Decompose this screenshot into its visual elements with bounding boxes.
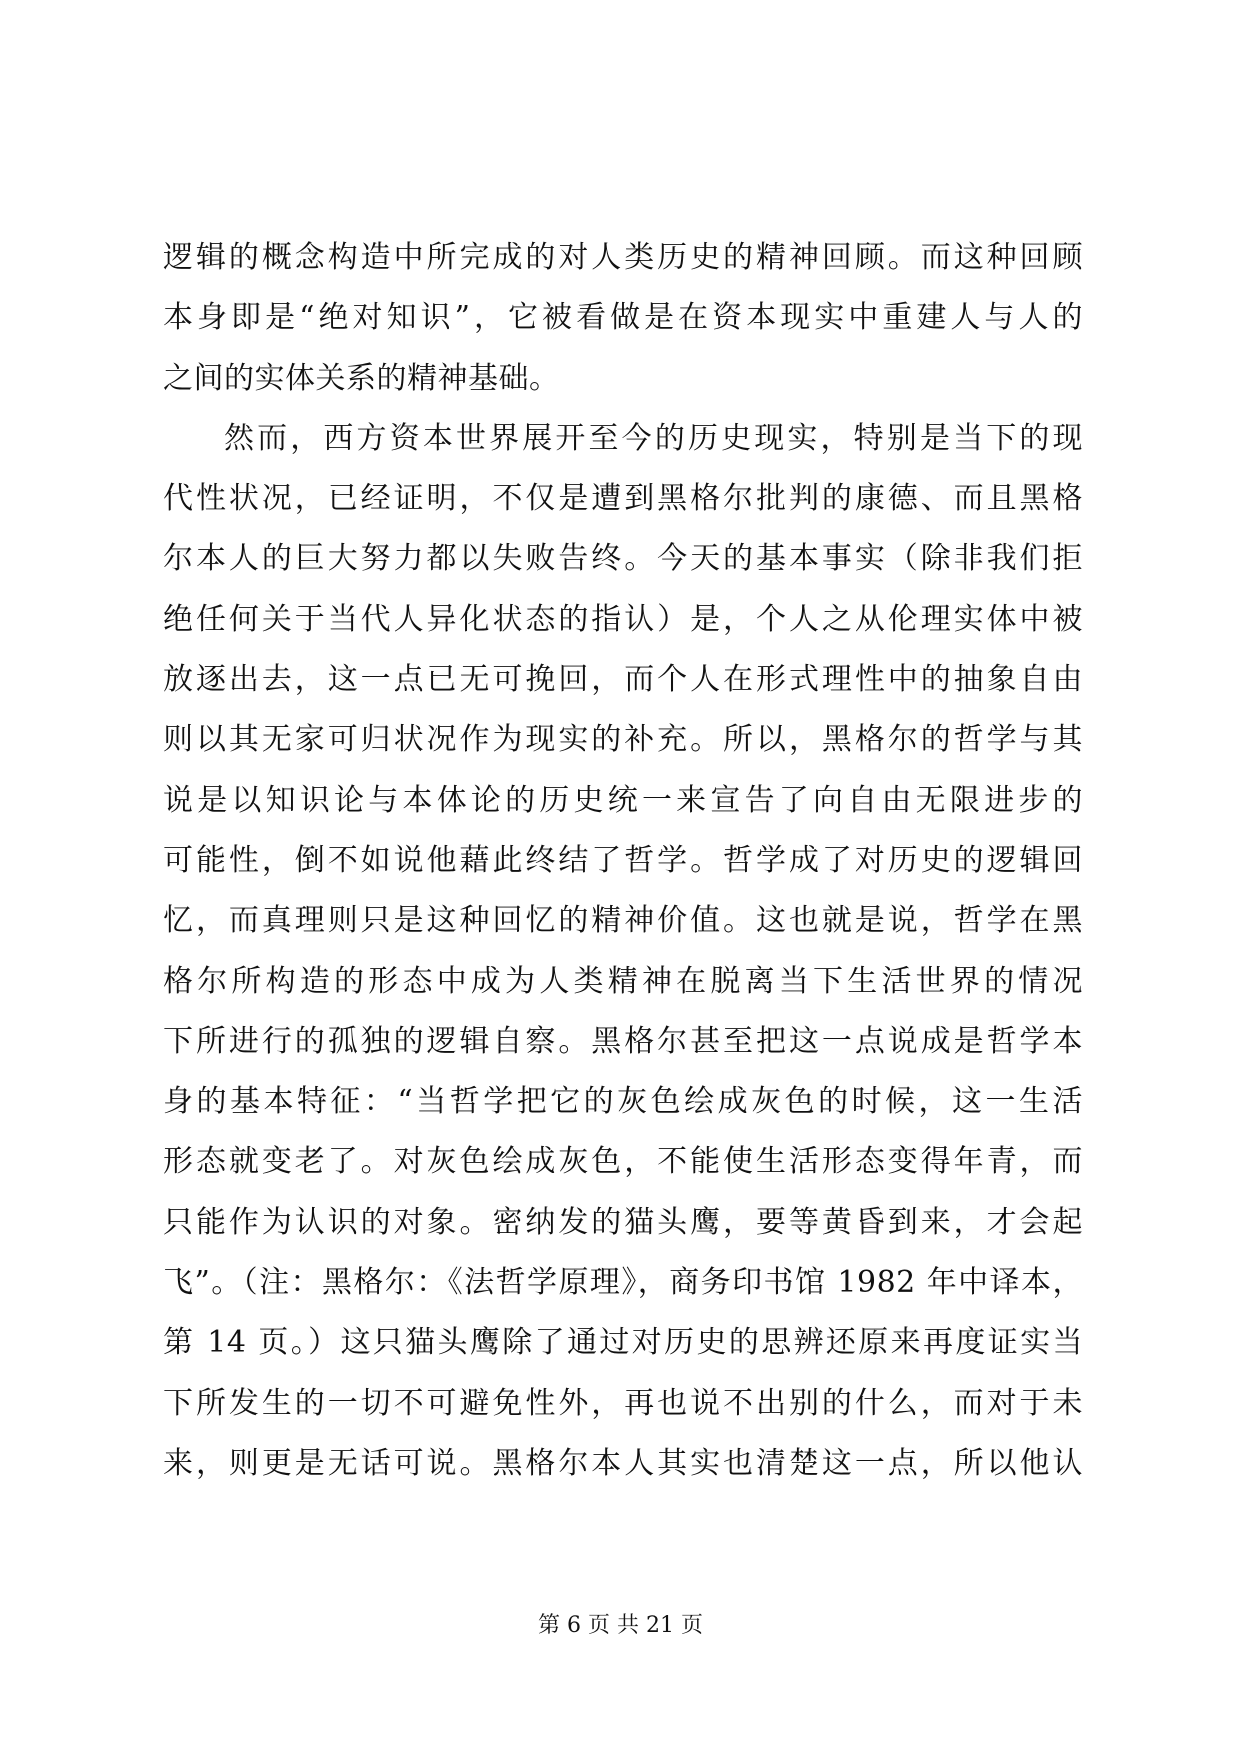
text-line: 本身即是“绝对知识”，它被看做是在资本现实中重建人与人的 bbox=[163, 300, 1083, 336]
body-text bbox=[163, 228, 1083, 1494]
text-line: 飞”。（注：黑格尔：《法哲学原理》，商务印书馆 1982 年中译本， bbox=[163, 1265, 1083, 1301]
text-line: 下所发生的一切不可避免性外，再也说不出别的什么，而对于未 bbox=[163, 1385, 1083, 1421]
text-line: 只能作为认识的对象。密纳发的猫头鹰，要等黄昏到来，才会起 bbox=[163, 1204, 1083, 1240]
text-line: 放逐出去，这一点已无可挽回，而个人在形式理性中的抽象自由 bbox=[163, 662, 1083, 698]
text-line: 第 14 页。）这只猫头鹰除了通过对历史的思辨还原来再度证实当 bbox=[163, 1325, 1083, 1361]
page-number-label: 第 6 页 共 21 页 bbox=[538, 1613, 703, 1638]
text-line: 来，则更是无话可说。黑格尔本人其实也清楚这一点，所以他认 bbox=[163, 1445, 1083, 1481]
text-line: 逻辑的概念构造中所完成的对人类历史的精神回顾。而这种回顾 bbox=[163, 240, 1083, 275]
text-line: 身的基本特征：“当哲学把它的灰色绘成灰色的时候，这一生活 bbox=[163, 1084, 1083, 1120]
text-line: 可能性，倒不如说他藉此终结了哲学。哲学成了对历史的逻辑回 bbox=[163, 842, 1083, 878]
text-line: 绝任何关于当代人异化状态的指认）是，个人之从伦理实体中被 bbox=[163, 601, 1083, 637]
text-line: 之间的实体关系的精神基础。 bbox=[163, 360, 560, 396]
text-line: 忆，而真理则只是这种回忆的精神价值。这也就是说，哲学在黑 bbox=[163, 903, 1083, 939]
text-line: 代性状况，已经证明，不仅是遭到黑格尔批判的康德、而且黑格 bbox=[163, 481, 1083, 517]
text-line: 说是以知识论与本体论的历史统一来宣告了向自由无限进步的 bbox=[163, 782, 1083, 818]
text-line: 下所进行的孤独的逻辑自察。黑格尔甚至把这一点说成是哲学本 bbox=[163, 1023, 1083, 1059]
text-line: 格尔所构造的形态中成为人类精神在脱离当下生活世界的情况 bbox=[163, 963, 1083, 999]
paragraph-first-line: 然而，西方资本世界展开至今的历史现实，特别是当下的现 bbox=[224, 420, 1083, 456]
text-line: 则以其无家可归状况作为现实的补充。所以，黑格尔的哲学与其 bbox=[163, 722, 1083, 758]
text-line: 尔本人的巨大努力都以失败告终。今天的基本事实（除非我们拒 bbox=[163, 541, 1083, 577]
text-line: 形态就变老了。对灰色绘成灰色，不能使生活形态变得年青，而 bbox=[163, 1144, 1083, 1180]
page-footer bbox=[0, 1611, 1241, 1641]
